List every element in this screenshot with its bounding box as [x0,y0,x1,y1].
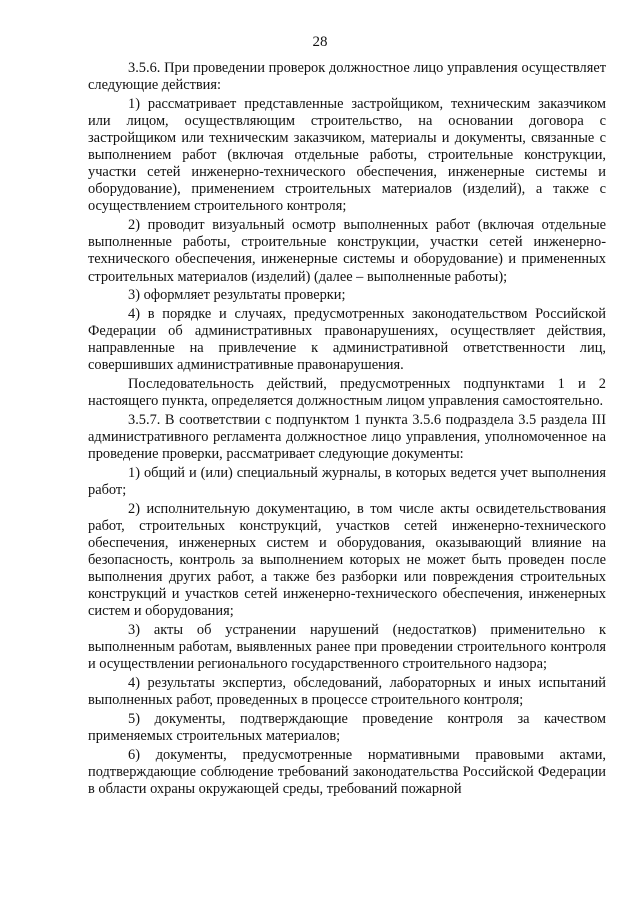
list-item-2-documentation: 2) исполнительную документацию, в том числе акты освидетельствования работ, строительных конструкций, участков сетей инженерно-технического обеспечения, инженерных систем и оборудования, оказывающий влияние на безопасность, контроль за выполнением которых не может быть проведен после выполнения других работ, а также без разборки или повреждения строительных конструкций и участков сетей инженерно-технического обеспечения, инженерных систем и оборудования; [88,500,606,620]
list-item-2: 2) проводит визуальный осмотр выполненных работ (включая отдельные выполненные работы, строительные конструкции, участки сетей инженерно-технического обеспечения, инженерные системы и оборудование) и примененных строительных материалов (изделий) (далее – выполненные работы); [88,217,606,285]
list-item-4-results: 4) результаты экспертиз, обследований, лабораторных и иных испытаний выполненных работ, проведенных в процессе строительного контроля; [88,675,606,709]
page-number: 28 [312,34,328,50]
list-item-6-regulations: 6) документы, предусмотренные нормативными правовыми актами, подтверждающие соблюдение требований законодательства Российской Федерации в области охраны окружающей среды, требований пожарной [88,746,606,798]
list-item-1-journals: 1) общий и (или) специальный журналы, в которых ведется учет выполнения работ; [88,464,606,499]
list-item-1: 1) рассматривает представленные застройщиком, техническим заказчиком или лицом, осуществляющим строительство, на основании договора с застройщиком или техническим заказчиком, материалы и документы, связанные с выполнением работ (включая отдельные работы, строительные конструкции, участки сетей инженерно-технического обеспечения, инженерные системы и оборудование), применением строительных материалов (изделий), а также с осуществлением строительного контроля; [88,95,606,215]
list-item-4: 4) в порядке и случаях, предусмотренных законодательством Российской Федерации об административных правонарушениях, осуществляет действия, направленные на привлечение к административной ответственности лиц, совершивших административные правонарушения. [88,306,606,374]
document-body [88,60,606,798]
paragraph-3-5-7: 3.5.7. В соответствии с подпунктом 1 пункта 3.5.6 подраздела 3.5 раздела III административного регламента должностное лицо управления, уполномоченное на проведение проверки, рассматривает следующие документы: [88,412,606,463]
paragraph-3-5-6: 3.5.6. При проведении проверок должностное лицо управления осуществляет следующие действия: [88,60,606,94]
list-item-3: 3) оформляет результаты проверки; [128,287,346,304]
paragraph-sequence: Последовательность действий, предусмотренных подпунктами 1 и 2 настоящего пункта, определяется должностным лицом управления самостоятельно. [88,376,606,410]
list-item-3-acts: 3) акты об устранении нарушений (недостатков) применительно к выполненным работам, выявленных ранее при проведении строительного контроля и осуществлении регионального государственного строительного надзора; [88,622,606,673]
list-item-5-materials: 5) документы, подтверждающие проведение контроля за качеством применяемых строительных материалов; [88,711,606,745]
